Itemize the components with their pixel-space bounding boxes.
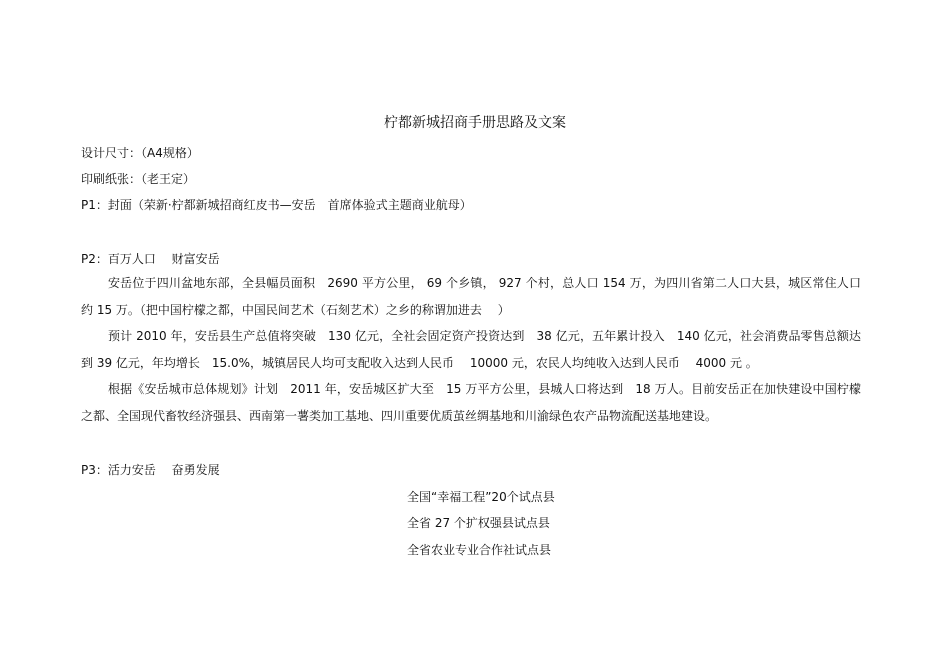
p2-paragraph-1: 安岳位于四川盆地东部，全县幅员面积 2690 平方公里， 69 个乡镇， 927 个村，总人口 154 万，为四川省第二人口大县，城区常住人口约 15 万。（把中国柠檬之都，中国民间艺术（石刻艺术）之乡的称谓加进去 ） — [81, 276, 861, 317]
spec-size-line: 设计尺寸：（A4规格） — [81, 146, 199, 160]
document-title: 柠都新城招商手册思路及文案 — [384, 115, 566, 131]
p1-line: P1：封面（荣新·柠都新城招商红皮书—安岳 首席体验式主题商业航母） — [81, 198, 472, 212]
p2-paragraph-3: 根据《安岳城市总体规划》计划 2011 年，安岳城区扩大至 15 万平方公里，县城人口将达到 18 万人。目前安岳正在加快建设中国柠檬之都、全国现代畜牧经济强县、西南第一薯类加工基地、四川重要优质茧丝绸基地和川渝绿色农产品物流配送基地建设。 — [81, 382, 861, 423]
p3-heading: P3：活力安岳 奋勇发展 — [81, 463, 220, 477]
p3-item: 全国“幸福工程”20个试点县 — [407, 490, 555, 504]
p3-item: 全省 27 个扩权强县试点县 — [407, 516, 550, 530]
p3-item: 全省农业专业合作社试点县 — [407, 543, 552, 557]
p2-heading: P2：百万人口 财富安岳 — [81, 252, 220, 266]
p2-paragraph-2: 预计 2010 年，安岳县生产总值将突破 130 亿元，全社会固定资产投资达到 38 亿元，五年累计投入 140 亿元，社会消费品零售总额达到 39 亿元，年均增长 15.0%，城镇居民人均可支配收入达到人民币 10000 元，农民人均纯收入达到人民币 4000 元 。 — [81, 329, 861, 370]
paper-line: 印刷纸张：（老王定） — [81, 172, 196, 186]
